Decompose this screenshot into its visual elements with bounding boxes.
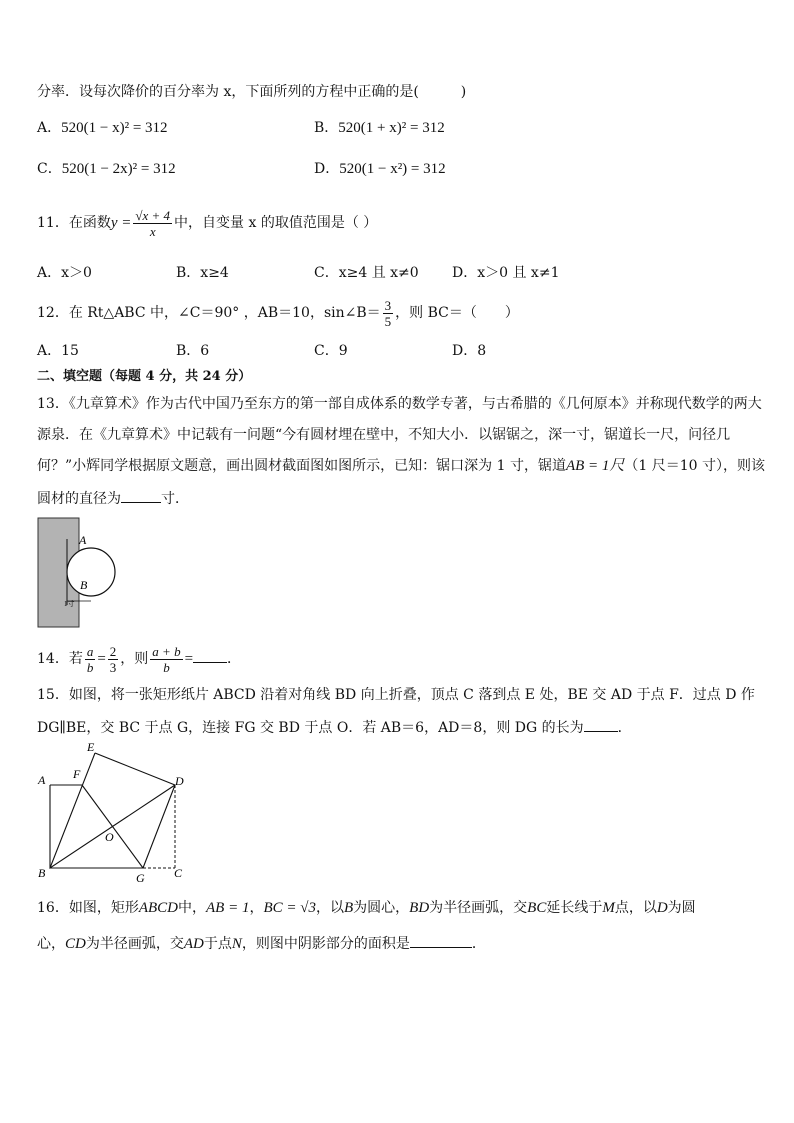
segment-ed xyxy=(95,753,175,785)
q11-stem: 11．在函数y = $\frac{√x + 4}{x}$ 中，自变量 x 的取值范围是（ ） xyxy=(37,207,378,239)
label-b: B xyxy=(38,866,46,880)
q10-option-c: C．520(1 − 2x)² = 312 xyxy=(37,161,176,177)
q13-line-3: 何？”小辉同学根据原文题意，画出圆材截面图如图所示，已知：锯口深为 1 寸，锯道AB = 1尺（1 尺＝10 寸），则该 xyxy=(37,458,766,474)
q14-answer-blank[interactable] xyxy=(193,648,227,663)
label-g: G xyxy=(136,871,145,885)
label-e: E xyxy=(87,740,95,754)
q11-option-d: D．x＞0 且 x≠1 xyxy=(452,265,560,281)
label-f: F xyxy=(73,767,81,781)
q16-line-1: 16．如图，矩形ABCD中，AB = 1，BC = √3，以B为圆心，BD为半径画弧，交BC延长线于M点，以D为圆 xyxy=(37,900,696,916)
label-o: O xyxy=(105,830,114,844)
label-depth: 1寸 xyxy=(64,600,75,608)
q15-fold-figure xyxy=(35,740,195,888)
q10-option-b: B．520(1 + x)² = 312 xyxy=(314,120,445,136)
q14-stem: 14．若 $\frac{a}{b}$ = $\frac{2}{3}$ ，则 $\frac{a + b}{b}$ = ． xyxy=(37,643,242,675)
segment-dg xyxy=(143,785,175,868)
label-a: A xyxy=(79,533,87,547)
q10-option-a: A．520(1 − x)² = 312 xyxy=(37,120,168,136)
q12-option-b: B．6 xyxy=(176,343,210,359)
q11-option-c: C．x≥4 且 x≠0 xyxy=(314,265,419,281)
q10-stem: 分率．设每次降价的百分率为 x，下面所列的方程中正确的是( ) xyxy=(37,84,467,100)
q12-option-d: D．8 xyxy=(452,343,487,359)
label-d: D xyxy=(175,774,184,788)
log-circle xyxy=(67,548,115,596)
q13-line-4: 圆材的直径为 寸． xyxy=(37,488,189,509)
label-a: A xyxy=(38,773,46,787)
q13-answer-blank[interactable] xyxy=(121,488,161,503)
q16-answer-blank[interactable] xyxy=(410,933,472,948)
q15-line-1: 15．如图，将一张矩形纸片 ABCD 沿着对角线 BD 向上折叠，顶点 C 落到点 E 处，BE 交 AD 于点 F．过点 D 作 xyxy=(37,687,755,703)
label-c: C xyxy=(174,866,183,880)
segment-fg xyxy=(82,785,143,868)
q13-circle-figure xyxy=(37,517,121,629)
q16-line-2: 心，CD为半径画弧，交AD于点N，则图中阴影部分的面积是 ． xyxy=(37,933,486,954)
q15-answer-blank[interactable] xyxy=(584,717,618,732)
q13-line-1: 13．《九章算术》作为古代中国乃至东方的第一部自成体系的数学专著，与古希腊的《几何原本》并称现代数学的两大 xyxy=(37,396,762,412)
q11-option-b: B．x≥4 xyxy=(176,265,229,281)
q12-stem: 12．在 Rt△ABC 中，∠C＝90° ，AB＝10，sin∠B＝ $\frac{3}{5}$ ，则 BC＝（ ） xyxy=(37,297,519,329)
q15-line-2: DG∥BE，交 BC 于点 G，连接 FG 交 BD 于点 O．若 AB＝6，AD＝8，则 DG 的长为 ． xyxy=(37,717,632,738)
q11-option-a: A．x＞0 xyxy=(37,265,92,281)
q10-option-d: D．520(1 − x²) = 312 xyxy=(314,161,446,177)
q13-line-2: 源泉．在《九章算术》中记载有一问题“今有圆材埋在壁中，不知大小．以锯锯之，深一寸，锯道长一尺，问径几 xyxy=(37,427,731,443)
section-heading-fill-blank: 二、填空题（每题 4 分，共 24 分） xyxy=(37,369,252,384)
q12-option-c: C．9 xyxy=(314,343,348,359)
q12-option-a: A．15 xyxy=(37,343,79,359)
label-b: B xyxy=(80,578,88,592)
